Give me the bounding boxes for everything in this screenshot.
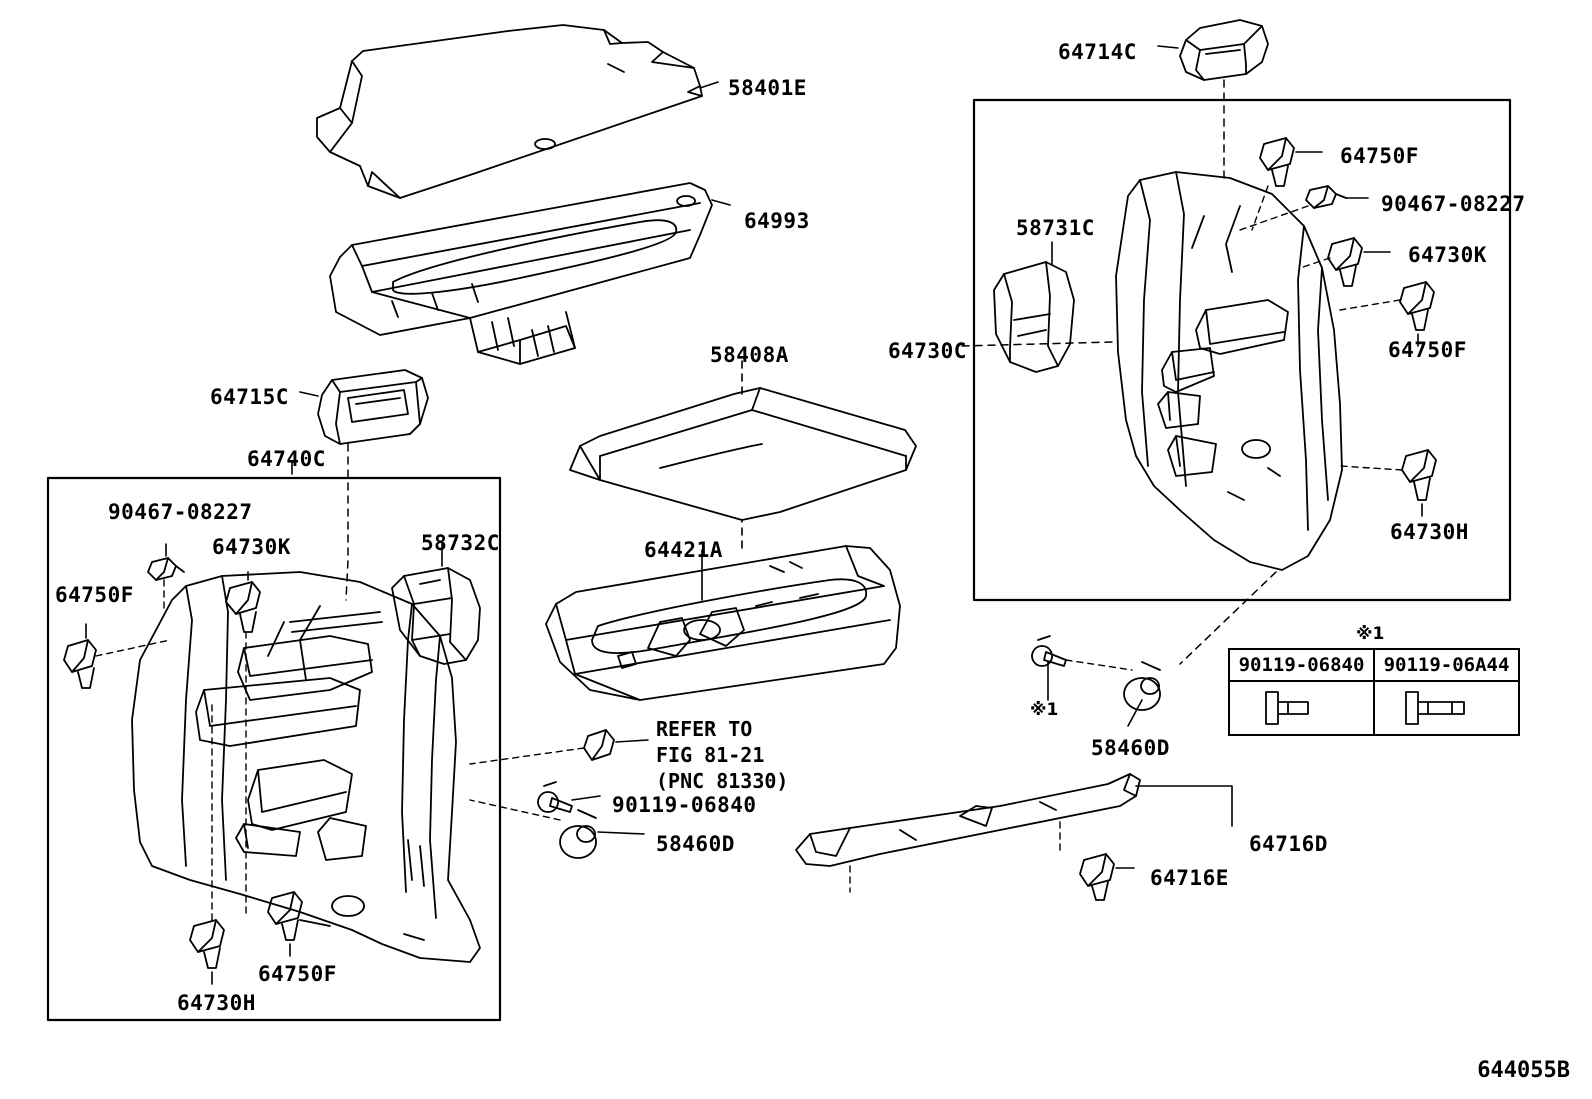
label-64750f-top: 64750F: [1340, 144, 1419, 168]
clip-90467-left: [148, 558, 184, 580]
label-58732c: 58732C: [421, 531, 500, 555]
fastener-table-header-90119-06840: 90119-06840: [1230, 650, 1375, 680]
part-64714c-shape: [1180, 20, 1268, 80]
label-58731c: 58731C: [1016, 216, 1095, 240]
label-64730k-left: 64730K: [212, 535, 291, 559]
part-64740c-shape: [132, 572, 480, 962]
clip-64750f-left: [64, 640, 96, 688]
fastener-table-cell-bolt-2: [1375, 682, 1518, 734]
clip-64750f-right: [1400, 282, 1434, 330]
box-64740c: [48, 478, 500, 1020]
fastener-90119-06840-left: [538, 782, 572, 812]
clip-refer-81330: [584, 730, 614, 760]
note-mark-star1-table: ※1: [1356, 624, 1385, 644]
clip-64750f-topright: [1260, 138, 1294, 186]
fastener-table-header-90119-06a44: 90119-06A44: [1383, 654, 1510, 676]
label-64730h-right: 64730H: [1390, 520, 1469, 544]
part-58401e-shape: [317, 25, 702, 198]
part-64993-shape: [330, 183, 712, 364]
part-58731c-shape: [994, 262, 1074, 372]
fastener-reference-table: [1228, 648, 1520, 736]
clip-90467-topright: [1306, 186, 1346, 208]
part-64421a-shape: [546, 546, 900, 700]
label-64714c: 64714C: [1058, 40, 1137, 64]
label-64716e: 64716E: [1150, 866, 1229, 890]
clip-64730h-right: [1402, 450, 1436, 500]
label-64730h-bottom: 64730H: [177, 991, 256, 1015]
label-64730k-top: 64730K: [1408, 243, 1487, 267]
label-90119-06840-left: 90119-06840: [612, 793, 757, 817]
clip-64750f-bottomleft: [268, 892, 302, 940]
diagram-code: 644055B: [1477, 1058, 1570, 1083]
label-58401e: 58401E: [728, 76, 807, 100]
clip-64730h-bottomleft: [190, 920, 224, 968]
label-90467-08227-left: 90467-08227: [108, 500, 253, 524]
part-64716d-shape: [796, 774, 1140, 866]
fastener-table-header: [1230, 650, 1518, 682]
clip-64716e: [1080, 854, 1114, 900]
refer-line-3: (PNC 81330): [656, 769, 789, 793]
label-58460d-left: 58460D: [656, 832, 735, 856]
part-58460d-left: [560, 810, 596, 858]
label-64993: 64993: [744, 209, 810, 233]
part-64715c-shape: [318, 370, 428, 444]
clip-64730k-left: [226, 582, 260, 632]
refer-line-2: FIG 81-21: [656, 743, 765, 767]
note-mark-star1-left: ※1: [1030, 700, 1059, 720]
part-64730c-shape: [1116, 172, 1342, 570]
refer-line-1: REFER TO: [656, 717, 753, 741]
label-64750f-left: 64750F: [55, 583, 134, 607]
label-64715c: 64715C: [210, 385, 289, 409]
label-64750f-bottom: 64750F: [258, 962, 337, 986]
refer-to-note: [656, 716, 788, 794]
fastener-table-body: [1230, 682, 1518, 734]
label-58408a: 58408A: [710, 343, 789, 367]
part-58408a-shape: [570, 388, 916, 520]
label-64750f-right: 64750F: [1388, 338, 1467, 362]
label-64421a: 64421A: [644, 538, 723, 562]
clip-64730k-topright: [1328, 238, 1362, 286]
part-58460d-middle: [1124, 662, 1160, 710]
label-90467-08227-top: 90467-08227: [1381, 192, 1526, 216]
label-64716d: 64716D: [1249, 832, 1328, 856]
fastener-90119-middle: [1032, 636, 1066, 666]
label-58460d-middle: 58460D: [1091, 736, 1170, 760]
label-64730c: 64730C: [888, 339, 967, 363]
fastener-table-cell-bolt-1: [1230, 682, 1375, 734]
part-58732c-shape: [392, 568, 480, 664]
label-64740c: 64740C: [247, 447, 326, 471]
